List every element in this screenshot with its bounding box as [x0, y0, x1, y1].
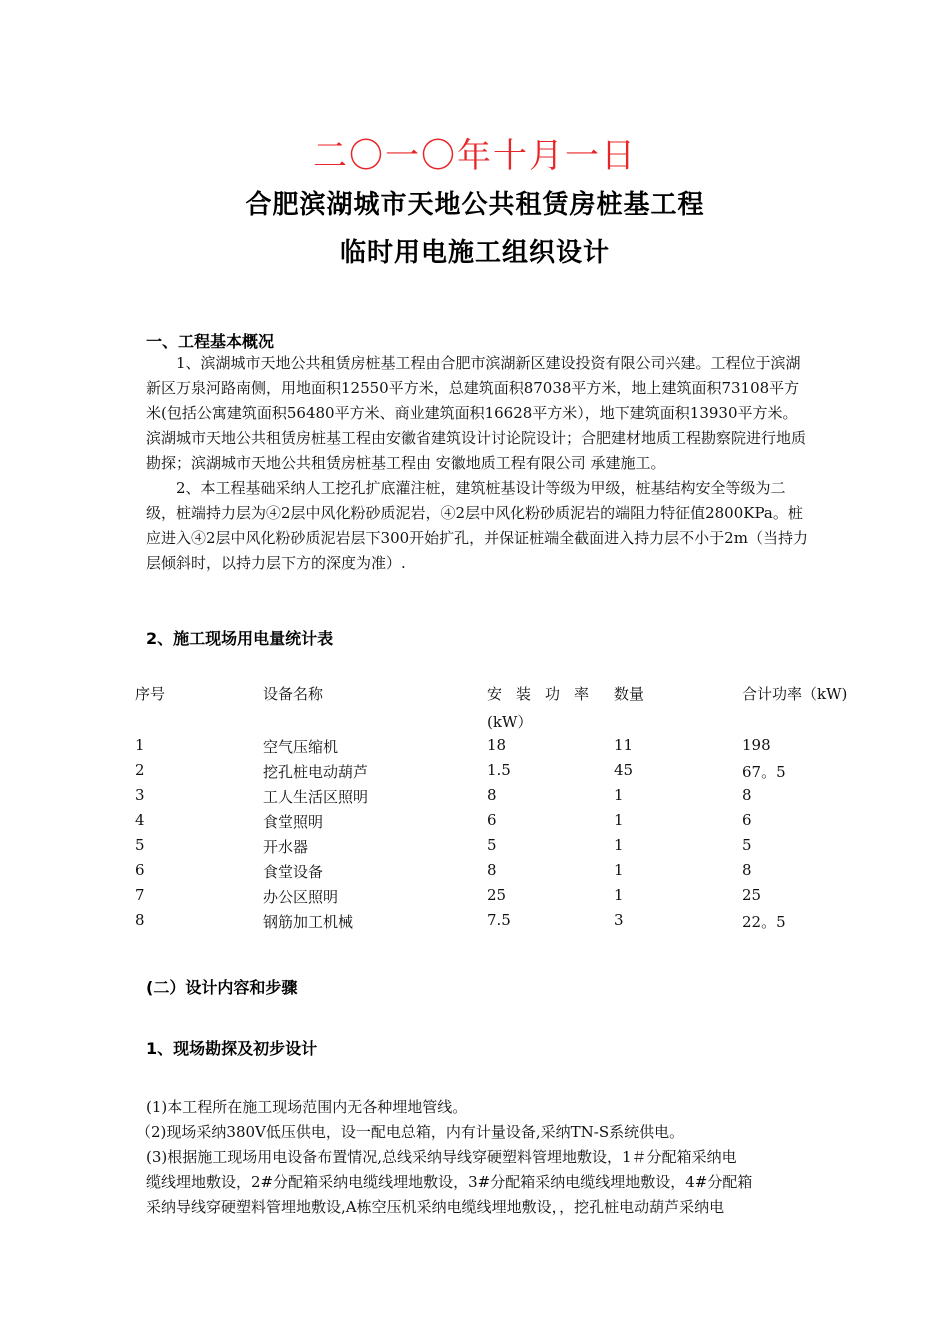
cell-qty: 11 [614, 736, 634, 754]
cell-qty: 1 [614, 836, 624, 854]
cell-name: 食堂设备 [263, 863, 324, 881]
cell-power: 1.5 [487, 761, 511, 779]
cell-power: 6 [487, 811, 497, 829]
cell-total: 5 [742, 836, 752, 854]
cell-total: 6 [742, 811, 752, 829]
section1-paragraph2: 2、本工程基础采纳人工挖孔扩底灌注桩，建筑桩基设计等级为甲级，桩基结构安全等级为二级，桩端持力层为④2层中风化粉砂质泥岩，④2层中风化粉砂质泥岩的端阻力特征值2800KPa。桩应进入④2层中风化粉砂质泥岩层下300开始扩孔，并保证桩端全截面进入持力层不小于2m（当持力层倾斜时，以持力层下方的深度为准）. [146, 479, 808, 572]
section1-paragraph1: 1、滨湖城市天地公共租赁房桩基工程由合肥市滨湖新区建设投资有限公司兴建。工程位于滨湖新区万泉河路南侧，用地面积12550平方米，总建筑面积87038平方米，地上建筑面积73108平方米(包括公寓建筑面积56480平方米、商业建筑面积16628平方米），地下建筑面积13930平方米。滨湖城市天地公共租赁房桩基工程由安徽省建筑设计讨论院设计；合肥建材地质工程勘察院进行地质勘探；滨湖城市天地公共租赁房桩基工程由 安徽地质工程有限公司 承建施工。 [146, 354, 807, 472]
list-item: (1)本工程所在施工现场范围内无各种埋地管线。 [146, 1098, 468, 1116]
header-no: 序号 [135, 685, 166, 703]
header-power-unit: (kW） [487, 713, 533, 731]
cell-qty: 45 [614, 761, 634, 779]
cell-power: 25 [487, 886, 507, 904]
cell-qty: 1 [614, 886, 624, 904]
table-row [0, 811, 950, 836]
cell-total: 67。5 [742, 763, 786, 781]
cell-total: 198 [742, 736, 771, 754]
table-row [0, 761, 950, 786]
section1-body [146, 351, 810, 576]
cell-name: 开水器 [263, 838, 309, 856]
list-item: 缆线埋地敷设，2#分配箱采纳电缆线埋地敷设，3#分配箱采纳电缆线埋地敷设，4#分配箱 [146, 1173, 753, 1191]
table-row [0, 911, 950, 936]
table-row [0, 861, 950, 886]
section3-subheading: 1、现场勘探及初步设计 [146, 1039, 318, 1058]
cell-total: 25 [742, 886, 762, 904]
table-row [0, 836, 950, 861]
header-name: 设备名称 [263, 685, 324, 703]
cell-power: 18 [487, 736, 507, 754]
section2-heading: 2、施工现场用电量统计表 [146, 629, 334, 648]
cell-no: 1 [135, 736, 145, 754]
table-row [0, 886, 950, 911]
section3-heading: (二）设计内容和步骤 [146, 978, 298, 997]
cell-qty: 3 [614, 911, 624, 929]
cell-total: 8 [742, 786, 752, 804]
header-power: 安装功率 [487, 685, 604, 703]
cell-name: 办公区照明 [263, 888, 339, 906]
cell-qty: 1 [614, 811, 624, 829]
cell-no: 7 [135, 886, 145, 904]
cell-no: 4 [135, 811, 145, 829]
cell-no: 5 [135, 836, 145, 854]
cell-name: 挖孔桩电动葫芦 [263, 763, 369, 781]
cell-name: 钢筋加工机械 [263, 913, 354, 931]
cell-name: 食堂照明 [263, 813, 324, 831]
table-row [0, 786, 950, 811]
list-item: (3)根据施工现场用电设备布置情况,总线采纳导线穿硬塑料管埋地敷设，1＃分配箱采纳电 [146, 1148, 737, 1166]
document-title-line1: 合肥滨湖城市天地公共租赁房桩基工程 [245, 190, 705, 220]
cell-total: 8 [742, 861, 752, 879]
cell-power: 5 [487, 836, 497, 854]
section1-heading: 一、工程基本概况 [146, 332, 275, 351]
cell-total: 22。5 [742, 913, 786, 931]
cell-name: 工人生活区照明 [263, 788, 369, 806]
cell-name: 空气压缩机 [263, 738, 339, 756]
cell-qty: 1 [614, 861, 624, 879]
table-row [0, 736, 950, 761]
document-date: 二〇一〇年十月一日 [313, 136, 637, 176]
document-title-line2: 临时用电施工组织设计 [339, 238, 610, 268]
cell-power: 7.5 [487, 911, 511, 929]
list-item: （2)现场采纳380V低压供电，设一配电总箱，内有计量设备,采纳TN-S系统供电。 [136, 1123, 685, 1141]
table-header-row [0, 683, 950, 731]
header-total: 合计功率（kW) [742, 685, 848, 703]
cell-qty: 1 [614, 786, 624, 804]
cell-no: 6 [135, 861, 145, 879]
list-item: 采纳导线穿硬塑料管埋地敷设,A栋空压机采纳电缆线埋地敷设，，挖孔桩电动葫芦采纳电 [146, 1198, 725, 1216]
header-qty: 数量 [614, 685, 645, 703]
cell-no: 3 [135, 786, 145, 804]
cell-no: 8 [135, 911, 145, 929]
cell-power: 8 [487, 786, 497, 804]
cell-no: 2 [135, 761, 145, 779]
cell-power: 8 [487, 861, 497, 879]
